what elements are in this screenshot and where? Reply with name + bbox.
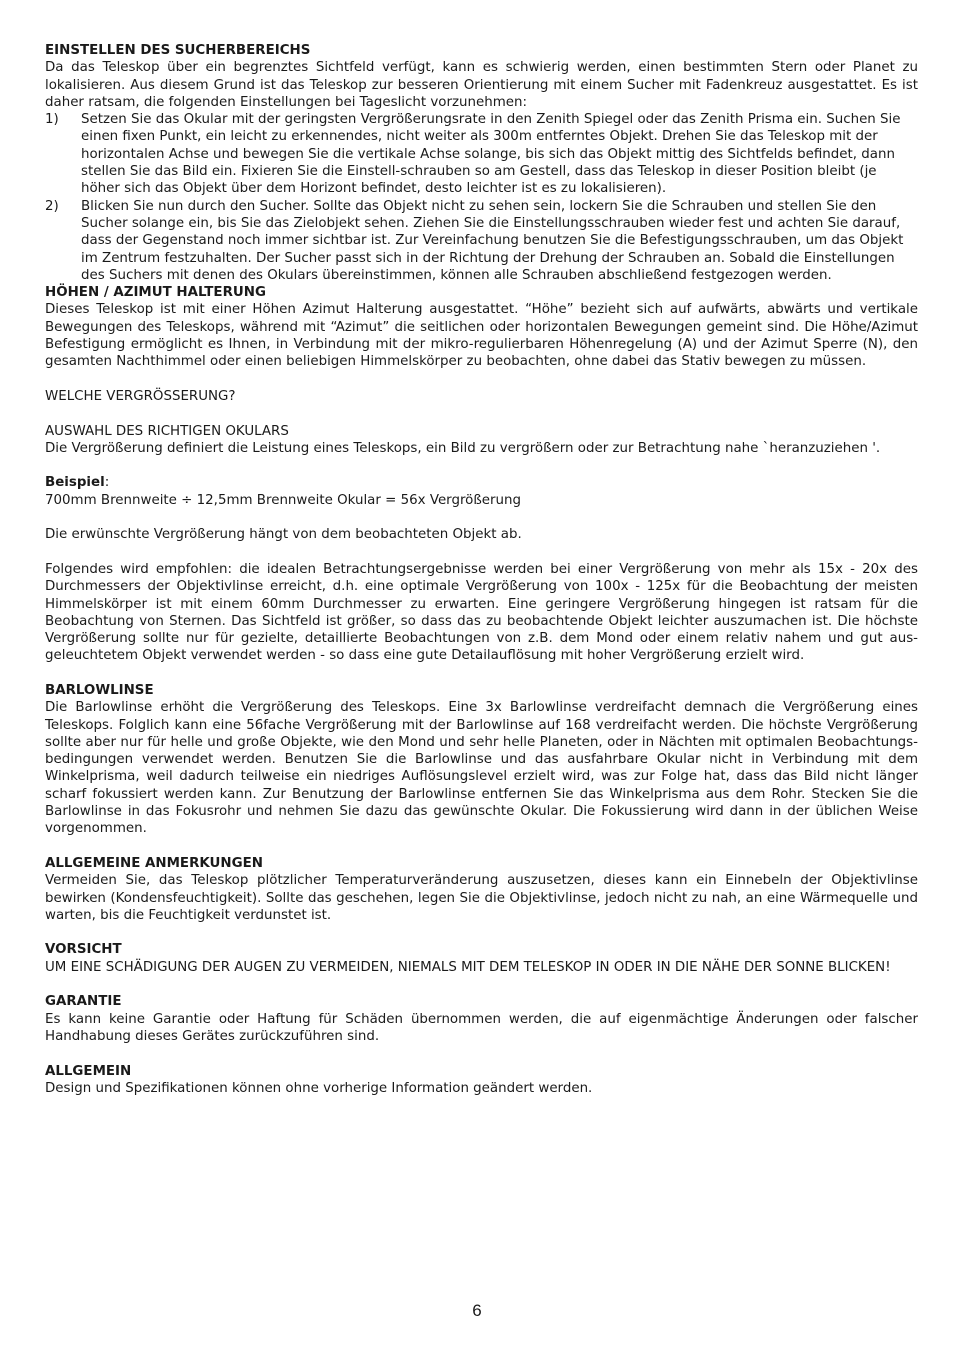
example-colon: : [104,475,110,491]
section-okular [45,423,918,458]
paragraph-recommendation: Folgendes wird empfohlen: die idealen Betrachtungsergebnisse werden bei einer Vergrößerung von mehr als 15x - 20x des Durchmessers der Objektivlinse erreicht, d.h. eine optimale Vergrößerung von 100x - 125x für die Beobachtung der meisten Himmelskörper ist mit einem 60mm Durchmesser zu erwarten. Eine geringere Vergrößerung hingegen ist ratsam für die Beobachtung von Sternen. Das Sichtfeld ist größer, so dass das zu beobachtende Objekt leichter auszumachen ist. Die höchste Vergrößerung sollte nur für gezielte, detaillierte Beobachtungen von z.B. dem Mond oder einem relativ nahem und gut aus-geleuchtetem Objekt verwendet werden - so dass eine gute Detailauflösung mit hoher Vergrößerung erzielt wird. [45,561,918,664]
example-label-line [45,474,918,491]
heading-vorsicht: VORSICHT [45,942,122,958]
section-beispiel [45,474,918,509]
paragraph-garantie: Es kann keine Garantie oder Haftung für Schäden übernommen werden, die auf eigenmächtige Änderungen oder falscher Handhabung dieses Gerätes zurückzuführen sind. [45,1011,918,1044]
heading-anmerkungen: ALLGEMEINE ANMERKUNGEN [45,855,263,871]
paragraph-barlow: Die Barlowlinse erhöht die Vergrößerung des Teleskops. Eine 3x Barlowlinse verdreifacht demnach die Vergrößerung eines Teleskops. Folglich kann eine 56fache Vergrößerung mit der Barlowlinse auf 168 verdreifacht werden. Die höchste Vergrößerung sollte aber nur für helle und große Objekte, wie den Mond und sehr helle Planeten, oder in Nächten mit optimalen Beobachtungs-bedingungen verwendet werden. Benutzen Sie die Barlowlinse und das ausfahrbare Okular nicht in Verbindung mit dem Winkelprisma, weil dadurch teilweise ein niedriges Auflösungslevel erzielt wird, was zur Folge hat, dass das Bild nicht länger scharf fokussiert werden kann. Zur Benutzung der Barlowlinse entfernen Sie das Winkelprisma aus dem Rohr. Stecken Sie die Barlowlinse in das Fokusrohr und nehmen Sie dazu das gewünschte Okular. Die Fokussierung wird dann in der üblichen Weise vorgenommen. [45,700,918,837]
paragraph-allgemein: Design und Spezifikationen können ohne vorherige Information geändert werden. [45,1080,593,1096]
section-sucher [45,42,918,284]
section-barlow [45,682,918,838]
section-garantie [45,993,918,1045]
example-label: Beispiel [45,475,105,491]
section-anmerkungen [45,855,918,924]
paragraph-sucher-intro: Da das Teleskop über ein begrenztes Sichtfeld verfügt, kann es schwierig werden, einen bestimmten Stern oder Planet zu lokalisieren. Aus diesem Grund ist das Teleskop zur besseren Orientierung mit einem Sucher mit Fadenkreuz ausgestattet. Es ist daher ratsam, die folgenden Einstellungen bei Tageslicht vorzunehmen: [45,60,918,110]
list-item [45,111,918,197]
list-item-number: 1) [45,112,59,128]
example-formula: 700mm Brennweite ÷ 12,5mm Brennweite Okular = 56x Vergrößerung [45,492,522,508]
list-item-text: Blicken Sie nun durch den Sucher. Sollte das Objekt nicht zu sehen sein, lockern Sie die Schrauben und stellen Sie den Sucher solange ein, bis Sie das Zielobjekt sehen. Ziehen Sie die Einstellungsschrauben wieder fest und achten Sie darauf, dass der Gegenstand noch immer sichtbar ist. Zur Vereinfachung benutzen Sie die Befestigungsschrauben, um das Objekt im Zentrum festzuhalten. Der Sucher passt sich in der Richtung der Drehung der Schrauben an. Sobald die Einstellungen des Suchers mit denen des Okulars übereinstimmen, können alle Schrauben abschließend festgezogen werden. [81,198,904,283]
document-page [45,42,918,1114]
section-allgemein [45,1063,918,1098]
paragraph-halterung: Dieses Teleskop ist mit einer Höhen Azimut Halterung ausgestattet. “Höhe” bezieht sich auf aufwärts, abwärts und vertikale Bewegungen des Teleskops, während mit “Azimut” die seitlichen oder horizontalen Bewegungen gemeint sind. Die Höhe/Azimut Befestigung ermöglicht es Ihnen, in Verbindung mit der mikro-regulierbaren Höhenregelung (A) und der Azimut Sperre (N), den gesamten Nachthimmel oder einen beliebigen Himmelskörper zu beobachten, ohne dabei das Stativ bewegen zu müssen. [45,302,918,370]
heading-halterung: HÖHEN / AZIMUT HALTERUNG [45,285,266,301]
paragraph-vorsicht: UM EINE SCHÄDIGUNG DER AUGEN ZU VERMEIDEN, NIEMALS MIT DEM TELESKOP IN ODER IN DIE NÄHE DER SONNE BLICKEN! [45,959,891,975]
heading-sucher: EINSTELLEN DES SUCHERBEREICHS [45,43,311,58]
paragraph-depends: Die erwünschte Vergrößerung hängt von dem beobachteten Objekt ab. [45,527,522,543]
paragraph-anmerkungen: Vermeiden Sie, das Teleskop plötzlicher Temperaturveränderung auszusetzen, dieses kann ein Einnebeln der Objektivlinse bewirken (Kondensfeuchtigkeit). Sollte das geschehen, legen Sie die Objektivlinse, jedoch nicht zu nah, an eine Wärmequelle und warten, bis die Feuchtigkeit verdunstet ist. [45,873,918,923]
question-vergroesserung: WELCHE VERGRÖSSERUNG? [45,388,236,404]
sucher-steps-list [45,111,918,284]
section-halterung [45,284,918,370]
heading-barlow: BARLOWLINSE [45,682,154,698]
page-number: 6 [472,1301,482,1320]
heading-okular: AUSWAHL DES RICHTIGEN OKULARS [45,423,289,439]
paragraph-okular: Die Vergrößerung definiert die Leistung eines Teleskops, ein Bild zu vergrößern oder zur Betrachtung nahe `heranzuziehen '. [45,440,881,456]
heading-garantie: GARANTIE [45,994,122,1010]
heading-allgemein: ALLGEMEIN [45,1063,132,1079]
list-item [45,198,918,284]
list-item-number: 2) [45,198,59,214]
section-vorsicht [45,941,918,976]
list-item-text: Setzen Sie das Okular mit der geringsten Vergrößerungsrate in den Zenith Spiegel oder das Zenith Prisma ein. Suchen Sie einen fixen Punkt, ein leicht zu erkennendes, nicht weiter als 300m entferntes Objekt. Drehen Sie das Teleskop mit der horizontalen Achse und bewegen Sie die vertikale Achse solange, bis sich das Objekt mittig des Sichtfelds befindet, dann stellen Sie das Bild ein. Fixieren Sie die Einstell-schrauben so am Gestell, dass das Teleskop in dieser Position bleibt (je höher sich das Objekt über dem Horizont befindet, desto leichter ist es zu lokalisieren). [81,112,901,197]
